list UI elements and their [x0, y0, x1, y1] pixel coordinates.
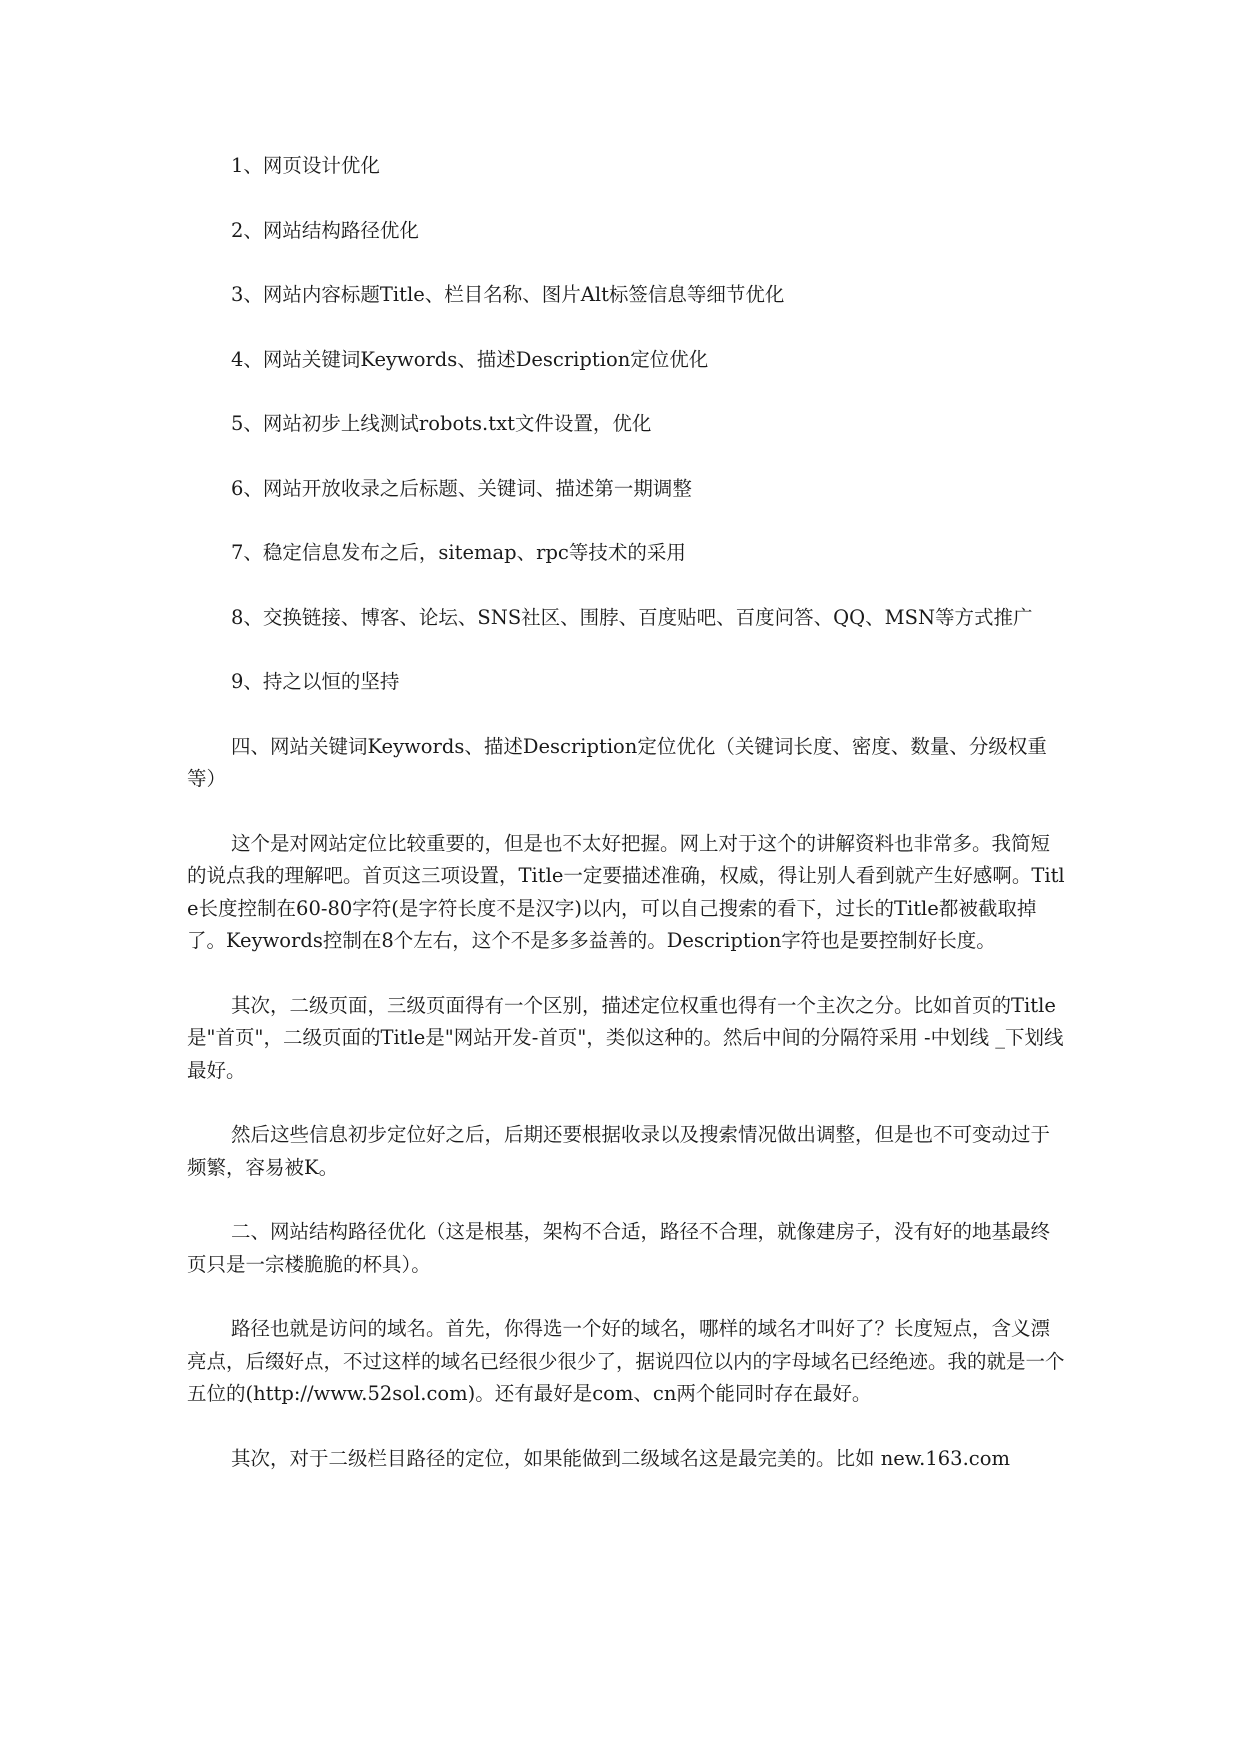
list-item-1: 1、网页设计优化: [231, 154, 380, 177]
body-paragraph: 然后这些信息初步定位好之后，后期还要根据收录以及搜索情况做出调整，但是也不可变动过于频繁，容易被K。: [187, 1123, 1051, 1179]
list-item-6: 6、网站开放收录之后标题、关键词、描述第一期调整: [231, 476, 692, 500]
section-heading-structure: 二、网站结构路径优化（这是根基，架构不合适，路径不合理，就像建房子，没有好的地基最终页只是一宗楼脆脆的杯具）。: [187, 1220, 1051, 1276]
body-paragraph: 这个是对网站定位比较重要的，但是也不太好把握。网上对于这个的讲解资料也非常多。我简短的说点我的理解吧。首页这三项设置，Title一定要描述准确，权威，得让别人看到就产生好感啊。Title长度控制在60-80字符(是字符长度不是汉字)以内，可以自己搜索的看下，过长的Title都被截取掉了。Keywords控制在8个左右，这个不是多多益善的。Description字符也是要控制好长度。: [187, 831, 1065, 952]
list-item-9: 9、持之以恒的坚持: [231, 670, 400, 693]
body-paragraph: 其次，对于二级栏目路径的定位，如果能做到二级域名这是最完美的。比如 new.163.com: [231, 1446, 1010, 1470]
list-item-7: 7、稳定信息发布之后，sitemap、rpc等技术的采用: [231, 541, 686, 564]
body-paragraph: 其次，二级页面，三级页面得有一个区别，描述定位权重也得有一个主次之分。比如首页的Title是"首页"，二级页面的Title是"网站开发-首页"，类似这种的。然后中间的分隔符采用 -中划线 _下划线 最好。: [187, 993, 1064, 1082]
list-item-5: 5、网站初步上线测试robots.txt文件设置，优化: [231, 412, 652, 435]
list-item-2: 2、网站结构路径优化: [231, 218, 419, 242]
document-body: [187, 150, 1069, 1507]
section-heading-keywords: 四、网站关键词Keywords、描述Description定位优化（关键词长度、密度、数量、分级权重等）: [187, 734, 1047, 790]
list-item-4: 4、网站关键词Keywords、描述Description定位优化: [231, 347, 709, 371]
body-paragraph: 路径也就是访问的域名。首先，你得选一个好的域名，哪样的域名才叫好了？长度短点，含义漂亮点，后缀好点，不过这样的域名已经很少很少了，据说四位以内的字母域名已经绝迹。我的就是一个五位的(http://www.52sol.com)。还有最好是com、cn两个能同时存在最好。: [187, 1317, 1065, 1405]
list-item-3: 3、网站内容标题Title、栏目名称、图片Alt标签信息等细节优化: [231, 283, 785, 306]
list-item-8: 8、交换链接、博客、论坛、SNS社区、围脖、百度贴吧、百度问答、QQ、MSN等方式推广: [231, 605, 1033, 629]
